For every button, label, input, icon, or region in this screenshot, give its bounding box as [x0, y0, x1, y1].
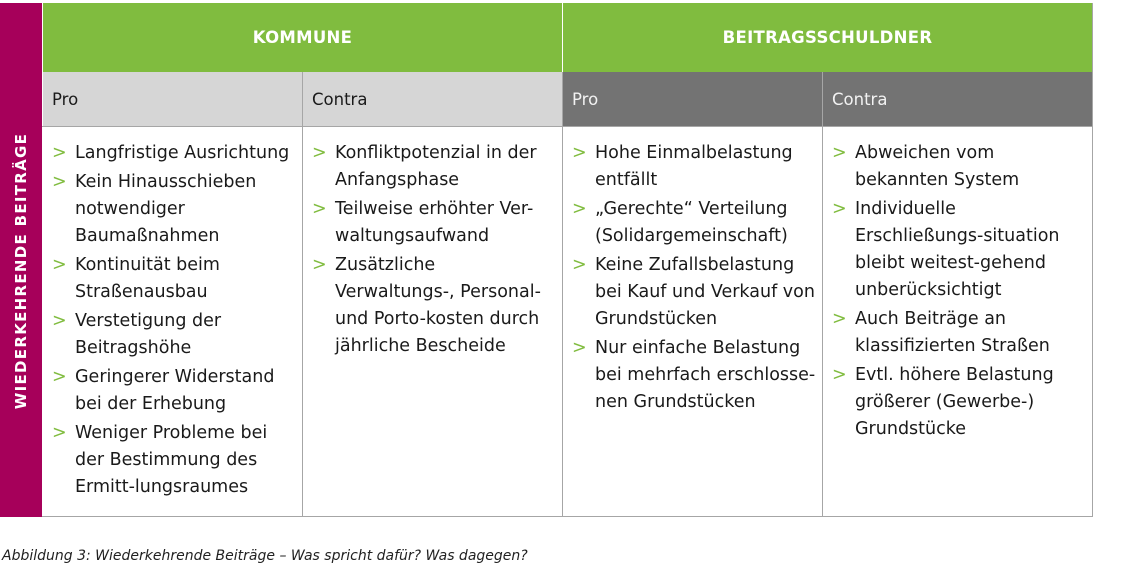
- chevron-right-icon: >: [52, 172, 67, 192]
- list-item: [52, 169, 296, 250]
- list-item: [832, 306, 1086, 360]
- chevron-right-icon: >: [572, 199, 587, 219]
- list-item: [52, 364, 296, 418]
- list-item-text: Kein Hinausschieben notwendiger Baumaßnahmen: [75, 172, 257, 246]
- list-item-text: Zusätzliche Verwaltungs-, Personal- und Porto-kosten durch jährliche Bescheide: [335, 255, 541, 356]
- list-item-text: Individuelle Erschließungs-situation bleibt weitest-gehend unberücksichtigt: [855, 199, 1060, 300]
- list-item-text: Abweichen vom bekannten System: [855, 143, 1020, 190]
- list-item-text: Evtl. höhere Belastung größerer (Gewerbe-) Grundstücke: [855, 365, 1054, 439]
- subheader-kommune-contra: Contra: [303, 72, 562, 126]
- divider: [822, 72, 823, 517]
- subheader-kommune-pro: Pro: [43, 72, 302, 126]
- list-item-text: Kontinuität beim Straßenausbau: [75, 255, 220, 302]
- bullet-list: [832, 140, 1086, 443]
- bullet-list: [52, 140, 296, 501]
- list-item-text: Keine Zufallsbelastung bei Kauf und Verkauf von Grundstücken: [595, 255, 815, 329]
- list-item: [832, 362, 1086, 443]
- column-schuldner-contra: [823, 126, 1092, 517]
- side-label-bar: [0, 3, 42, 517]
- subheader-schuldner-contra: Contra: [823, 72, 1092, 126]
- bullet-list: [572, 140, 816, 416]
- list-item: [572, 140, 816, 194]
- column-kommune-pro: [43, 126, 302, 517]
- chevron-right-icon: >: [52, 367, 67, 387]
- chevron-right-icon: >: [52, 423, 67, 443]
- group-divider: [562, 3, 563, 72]
- list-item: [52, 252, 296, 306]
- chevron-right-icon: >: [52, 143, 67, 163]
- chevron-right-icon: >: [572, 255, 587, 275]
- chevron-right-icon: >: [832, 309, 847, 329]
- list-item: [312, 252, 556, 360]
- list-item: [832, 196, 1086, 304]
- group-header-beitragsschuldner: BEITRAGSSCHULDNER: [563, 3, 1092, 72]
- chevron-right-icon: >: [52, 255, 67, 275]
- list-item-text: Konfliktpotenzial in der Anfangsphase: [335, 143, 537, 190]
- chevron-right-icon: >: [312, 199, 327, 219]
- list-item: [572, 335, 816, 416]
- column-kommune-contra: [303, 126, 562, 517]
- list-item: [572, 252, 816, 333]
- column-schuldner-pro: [563, 126, 822, 517]
- chevron-right-icon: >: [832, 199, 847, 219]
- list-item: [832, 140, 1086, 194]
- list-item-text: Hohe Einmalbelastung entfällt: [595, 143, 793, 190]
- bullet-list: [312, 140, 556, 360]
- group-header-kommune: KOMMUNE: [43, 3, 562, 72]
- divider: [302, 72, 303, 517]
- figure-caption: Abbildung 3: Wiederkehrende Beiträge – Was spricht dafür? Was dagegen?: [2, 548, 528, 564]
- list-item-text: Weniger Probleme bei der Bestimmung des Ermitt-lungsraumes: [75, 423, 268, 497]
- list-item: [312, 196, 556, 250]
- chevron-right-icon: >: [312, 255, 327, 275]
- chevron-right-icon: >: [312, 143, 327, 163]
- list-item: [52, 420, 296, 501]
- chevron-right-icon: >: [52, 311, 67, 331]
- list-item: [52, 140, 296, 167]
- chevron-right-icon: >: [832, 365, 847, 385]
- divider: [42, 516, 1093, 517]
- list-item-text: Geringerer Widerstand bei der Erhebung: [75, 367, 275, 414]
- chevron-right-icon: >: [832, 143, 847, 163]
- list-item-text: Auch Beiträge an klassifizierten Straßen: [855, 309, 1050, 356]
- chevron-right-icon: >: [572, 338, 587, 358]
- list-item-text: Nur einfache Belastung bei mehrfach erschlosse-nen Grundstücken: [595, 338, 816, 412]
- list-item-text: Teilweise erhöhter Ver-waltungsaufwand: [335, 199, 534, 246]
- list-item-text: Langfristige Ausrichtung: [75, 143, 290, 163]
- divider: [1092, 3, 1093, 517]
- list-item: [52, 308, 296, 362]
- subheader-schuldner-pro: Pro: [563, 72, 822, 126]
- list-item: [312, 140, 556, 194]
- list-item-text: „Gerechte“ Verteilung (Solidargemeinschaft): [595, 199, 788, 246]
- divider: [562, 72, 563, 517]
- list-item-text: Verstetigung der Beitragshöhe: [75, 311, 222, 358]
- list-item: [572, 196, 816, 250]
- side-label: WIEDERKEHRENDE BEITRÄGE: [12, 132, 30, 410]
- divider: [42, 126, 1093, 127]
- chevron-right-icon: >: [572, 143, 587, 163]
